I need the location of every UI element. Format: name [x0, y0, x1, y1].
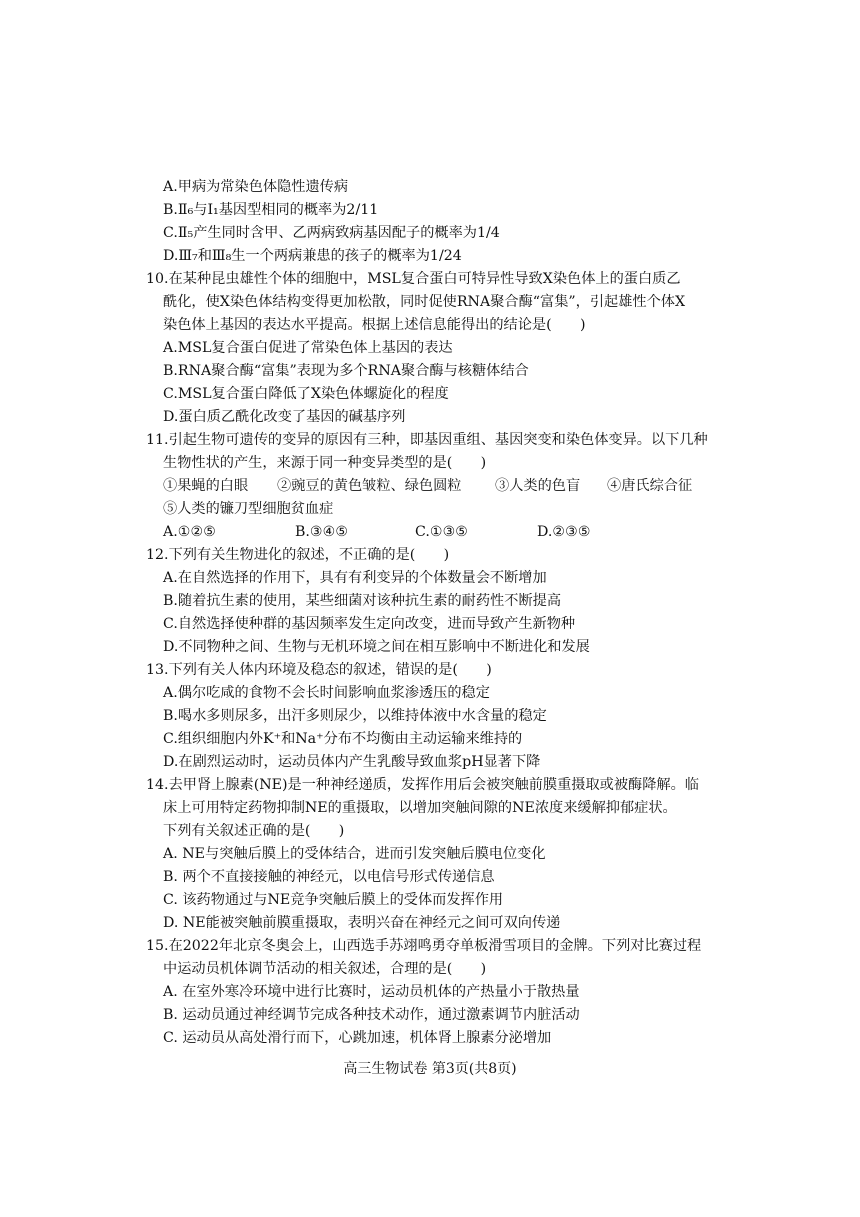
page-footer: 高三生物试卷 第3页(共8页): [343, 1061, 517, 1077]
q10-option-d: D.蛋白质乙酰化改变了基因的碱基序列: [163, 409, 406, 425]
q11-stem-line1: 11.引起生物可遗传的变异的原因有三种，即基因重组、基因突变和染色体变异。以下几种: [146, 432, 708, 448]
q11-option-d: D.②③⑤: [537, 524, 591, 540]
q15-option-c: C. 运动员从高处滑行而下，心跳加速，机体肾上腺素分泌增加: [163, 1030, 552, 1046]
q9-option-d: D.Ⅲ₇和Ⅲ₈生一个两病兼患的孩子的概率为1/24: [163, 248, 462, 264]
q10-stem-line3: 染色体上基因的表达水平提高。根据上述信息能得出的结论是( ): [163, 317, 586, 333]
q10-option-a: A.MSL复合蛋白促进了常染色体上基因的表达: [163, 340, 453, 356]
q13-option-a: A.偶尔吃咸的食物不会长时间影响血浆渗透压的稳定: [163, 685, 490, 701]
q14-stem-line1: 14.去甲肾上腺素(NE)是一种神经递质，发挥作用后会被突触前膜重摄取或被酶降解。临: [146, 777, 699, 793]
q11-item-2: ②豌豆的黄色皱粒、绿色圆粒: [277, 478, 462, 494]
q15-stem-line2: 中运动员机体调节活动的相关叙述，合理的是( ): [163, 961, 487, 977]
q11-option-a: A.①②⑤: [163, 524, 216, 540]
q10-stem-line2: 酰化，使X染色体结构变得更加松散，同时促使RNA聚合酶“富集”，引起雄性个体X: [163, 294, 686, 310]
q15-stem-line1: 15.在2022年北京冬奥会上，山西选手苏翊鸣勇夺单板滑雪项目的金牌。下列对比赛过程: [146, 938, 702, 954]
q15-option-b: B. 运动员通过神经调节完成各种技术动作，通过激素调节内脏活动: [163, 1007, 580, 1023]
q10-option-b: B.RNA聚合酶“富集”表现为多个RNA聚合酶与核糖体结合: [163, 363, 529, 379]
q9-option-c: C.Ⅱ₅产生同时含甲、乙两病致病基因配子的概率为1/4: [163, 225, 500, 241]
q12-option-d: D.不同物种之间、生物与无机环境之间在相互影响中不断进化和发展: [163, 639, 590, 655]
q11-item-1: ①果蝇的白眼: [163, 478, 249, 494]
q14-option-a: A. NE与突触后膜上的受体结合，进而引发突触后膜电位变化: [163, 846, 546, 862]
q14-stem-line2: 床上可用特定药物抑制NE的重摄取，以增加突触间隙的NE浓度来缓解抑郁症状。: [163, 800, 677, 816]
q12-option-a: A.在自然选择的作用下，具有有利变异的个体数量会不断增加: [163, 570, 547, 586]
q13-option-b: B.喝水多则尿多，出汗多则尿少，以维持体液中水含量的稳定: [163, 708, 547, 724]
q12-stem: 12.下列有关生物进化的叙述，不正确的是( ): [146, 547, 450, 563]
q11-item-3: ③人类的色盲: [495, 478, 581, 494]
q11-items-row1: [163, 477, 692, 495]
q9-option-a: A.甲病为常染色体隐性遗传病: [163, 179, 349, 195]
q12-option-c: C.自然选择使种群的基因频率发生定向改变，进而导致产生新物种: [163, 616, 576, 632]
q13-option-d: D.在剧烈运动时，运动员体内产生乳酸导致血浆pH显著下降: [163, 754, 541, 770]
q11-items-row2: ⑤人类的镰刀型细胞贫血症: [163, 501, 334, 517]
q14-stem-line3: 下列有关叙述正确的是( ): [163, 823, 345, 839]
q10-stem-line1: 10.在某种昆虫雄性个体的细胞中，MSL复合蛋白可特异性导致X染色体上的蛋白质乙: [146, 271, 681, 287]
q14-option-d: D. NE能被突触前膜重摄取，表明兴奋在神经元之间可双向传递: [163, 915, 561, 931]
q11-option-c: C.①③⑤: [415, 524, 469, 540]
q14-option-c: C. 该药物通过与NE竞争突触后膜上的受体而发挥作用: [163, 892, 504, 908]
q13-option-c: C.组织细胞内外K⁺和Na⁺分布不均衡由主动运输来维持的: [163, 731, 523, 747]
q11-option-b: B.③④⑤: [295, 524, 349, 540]
q15-option-a: A. 在室外寒冷环境中进行比赛时，运动员机体的产热量小于散热量: [163, 984, 580, 1000]
q14-option-b: B. 两个不直接接触的神经元，以电信号形式传递信息: [163, 869, 495, 885]
q11-item-4: ④唐氏综合征: [607, 478, 693, 494]
q12-option-b: B.随着抗生素的使用，某些细菌对该种抗生素的耐药性不断提高: [163, 593, 562, 609]
q11-stem-line2: 生物性状的产生，来源于同一种变异类型的是( ): [163, 455, 487, 471]
q11-options-row: [163, 523, 591, 541]
q13-stem: 13.下列有关人体内环境及稳态的叙述，错误的是( ): [146, 662, 492, 678]
q9-option-b: B.Ⅱ₆与Ⅰ₁基因型相同的概率为2/11: [163, 202, 379, 218]
q10-option-c: C.MSL复合蛋白降低了X染色体螺旋化的程度: [163, 386, 449, 402]
